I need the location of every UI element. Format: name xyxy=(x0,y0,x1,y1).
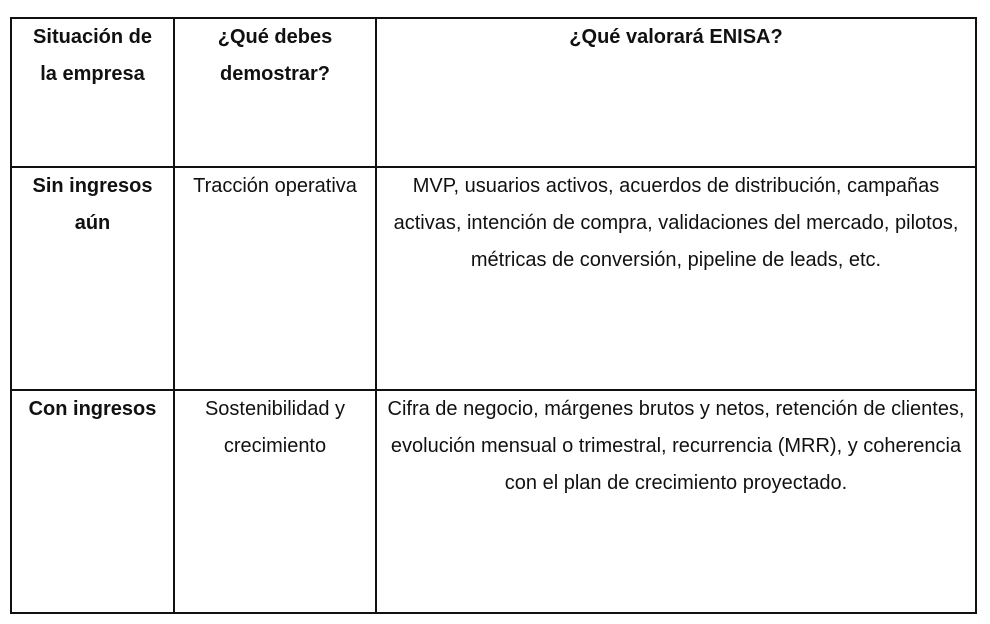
table-header-row xyxy=(11,18,976,167)
demostrar-text: Tracción operativa xyxy=(193,175,357,197)
demostrar-text: Sostenibilidad y crecimiento xyxy=(204,398,346,457)
cell-demostrar xyxy=(174,390,376,613)
cell-demostrar xyxy=(174,167,376,390)
header-situacion xyxy=(11,18,174,167)
table-row xyxy=(11,167,976,390)
cell-situacion xyxy=(11,167,174,390)
enisa-criteria-table xyxy=(10,17,977,614)
cell-situacion xyxy=(11,390,174,613)
valorara-text: Cifra de negocio, márgenes brutos y netos, retención de clientes, evolución mensual o trimestral, recurrencia (MRR), y coherencia con el plan de crecimiento proyectado. xyxy=(387,398,965,494)
header-demostrar-label: ¿Qué debes demostrar? xyxy=(217,26,333,85)
cell-valorara xyxy=(376,390,976,613)
cell-valorara xyxy=(376,167,976,390)
situacion-text: Sin ingresos aún xyxy=(32,175,153,234)
valorara-text: MVP, usuarios activos, acuerdos de distribución, campañas activas, intención de compra, validaciones del mercado, pilotos, métricas de conversión, pipeline de leads, etc. xyxy=(393,175,959,271)
header-demostrar xyxy=(174,18,376,167)
header-situacion-label: Situación de la empresa xyxy=(33,26,152,85)
header-valorara-label: ¿Qué valorará ENISA? xyxy=(569,26,783,48)
situacion-text: Con ingresos xyxy=(28,398,157,420)
header-valorara xyxy=(376,18,976,167)
table-row xyxy=(11,390,976,613)
